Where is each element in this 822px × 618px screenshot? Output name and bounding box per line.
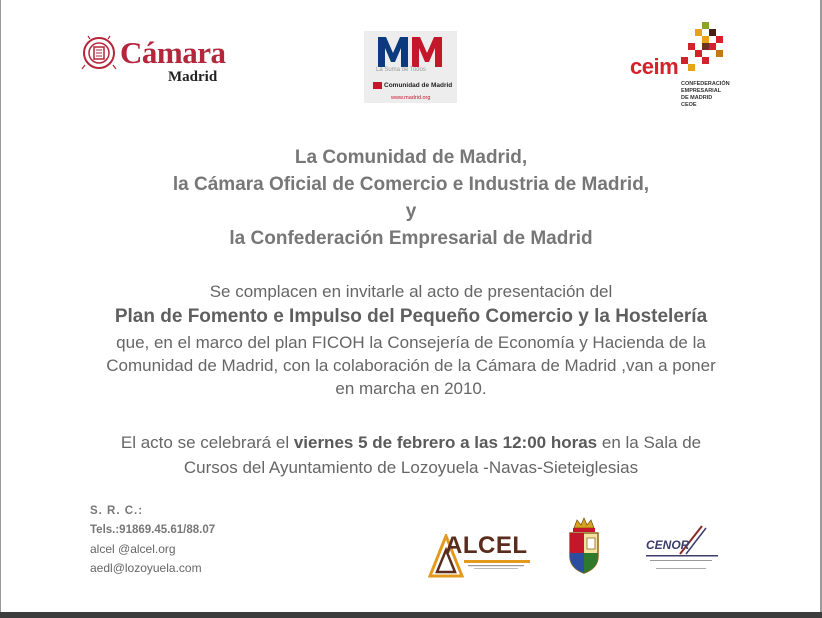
- ceim-description: [681, 81, 730, 109]
- comunidad-url: www.madrid.org: [391, 95, 431, 101]
- event-date: viernes 5 de febrero a las 12:00 horas: [293, 433, 598, 452]
- comunidad-tagline: La Suma de Todos: [376, 67, 426, 73]
- ceim-logo: [628, 22, 738, 114]
- coat-of-arms-icon: [565, 516, 603, 578]
- ceim-desc-line: CONFEDERACIÓN: [681, 81, 730, 87]
- event-prefix: El acto se celebrará el: [120, 433, 294, 452]
- ceim-desc-line: EMPRESARIAL: [681, 88, 722, 94]
- alcel-underline: [464, 560, 530, 570]
- contact-info: [90, 502, 215, 578]
- organizer-conjunction: y: [405, 201, 417, 222]
- email-lozoyuela[interactable]: aedl@lozoyuela.com: [90, 561, 202, 575]
- cenor-wordmark: CENOR: [646, 538, 690, 552]
- plan-description-line: Comunidad de Madrid, con la colaboración de la Cámara de Madrid ,van a poner: [106, 356, 716, 375]
- src-label: S. R. C.:: [90, 505, 144, 517]
- organizer-line: La Comunidad de Madrid,: [294, 147, 528, 168]
- cenor-logo: [640, 524, 722, 574]
- event-suffix: en la Sala de: [597, 433, 702, 452]
- ceim-desc-line: CEOE: [681, 102, 697, 108]
- organizer-line: la Cámara Oficial de Comercio e Industria de Madrid,: [172, 174, 650, 195]
- camara-city: Madrid: [168, 69, 218, 85]
- event-line: [40, 430, 782, 455]
- camara-logo: [80, 33, 250, 88]
- email-alcel[interactable]: alcel @alcel.org: [90, 542, 176, 556]
- plan-description-line: en marcha en 2010.: [335, 379, 487, 398]
- page-border-left: [0, 0, 1, 612]
- organizers-heading: [40, 144, 782, 252]
- plan-title: Plan de Fomento e Impulso del Pequeño Comercio y la Hostelería: [114, 306, 708, 327]
- camara-wordmark: Cámara: [120, 35, 226, 70]
- invitation-intro: Se complacen en invitarle al acto de presentación del: [209, 282, 613, 301]
- alcel-wordmark: ALCEL: [445, 532, 528, 559]
- comunidad-flag-icon: [373, 82, 382, 89]
- phone-numbers: Tels.:91869.45.61/88.07: [90, 524, 216, 536]
- municipal-shield-logo: [565, 516, 603, 578]
- ceim-desc-line: DE MADRID: [681, 95, 713, 101]
- comunidad-m-icon: [378, 37, 444, 67]
- invitation-body: [40, 280, 782, 400]
- event-details: [40, 430, 782, 480]
- plan-description-line: que, en el marco del plan FICOH la Consejería de Economía y Hacienda de la: [116, 333, 706, 352]
- comunidad-name: Comunidad de Madrid: [384, 82, 453, 89]
- ceim-pixel-icon: [678, 22, 728, 74]
- comunidad-madrid-logo: [364, 31, 457, 103]
- page-border-bottom: [0, 612, 822, 618]
- event-location: Cursos del Ayuntamiento de Lozoyuela -Navas-Sieteiglesias: [183, 458, 639, 477]
- ceim-wordmark: ceim: [630, 54, 679, 79]
- camara-seal-icon: [80, 35, 118, 71]
- organizer-line: la Confederación Empresarial de Madrid: [229, 228, 593, 249]
- alcel-logo: [428, 528, 532, 580]
